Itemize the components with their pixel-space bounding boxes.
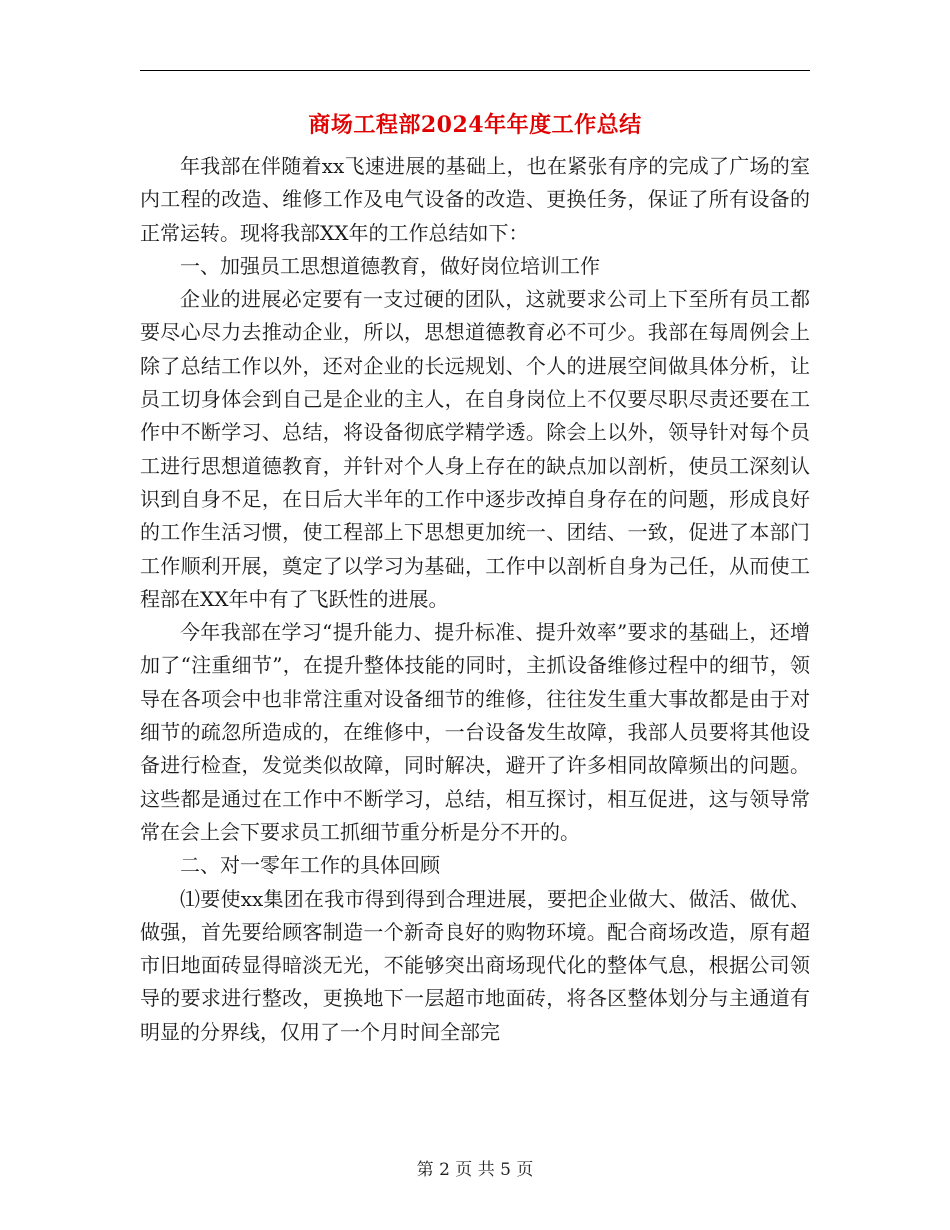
document-title: 商场工程部2024年年度工作总结 xyxy=(308,112,642,138)
page-number: 第 2 页 共 5 页 xyxy=(416,1160,534,1180)
paragraph-intro: 年我部在伴随着xx飞速进展的基础上，也在紧张有序的完成了广场的室内工程的改造、维修工作及电气设备的改造、更换任务，保证了所有设备的正常运转。现将我部XX年的工作总结如下： xyxy=(140,154,810,245)
header-rule xyxy=(140,70,810,71)
paragraph-staff-education: 企业的进展必定要有一支过硬的团队，这就要求公司上下至所有员工都要尽心尽力去推动企业，所以，思想道德教育必不可少。我部在每周例会上除了总结工作以外，还对企业的长远规划、个人的进展空间做具体分析，让员工切身体会到自己是企业的主人，在自身岗位上不仅要尽职尽责还要在工作中不断学习、总结，将设备彻底学精学透。除会上以外，领导针对每个员工进行思想道德教育，并针对个人身上存在的缺点加以剖析，使员工深刻认识到自身不足，在日后大半年的工作中逐步改掉自身存在的问题，形成良好的工作生活习惯，使工程部上下思想更加统一、团结、一致，促进了本部门工作顺利开展，奠定了以学习为基础，工作中以剖析自身为己任，从而使工程部在XX年中有了飞跃性的进展。 xyxy=(140,287,810,611)
document-body xyxy=(140,150,810,1049)
paragraph-item-1: ⑴要使xx集团在我市得到得到合理进展，要把企业做大、做活、做优、做强，首先要给顾客制造一个新奇良好的购物环境。配合商场改造，原有超市旧地面砖显得暗淡无光，不能够突出商场现代化的整体气息，根据公司领导的要求进行整改，更换地下一层超市地面砖，将各区整体划分与主通道有明显的分界线，仅用了一个月时间全部完 xyxy=(140,886,810,1044)
section-heading-2: 二、对一零年工作的具体回顾 xyxy=(180,853,440,878)
paragraph-attention-to-detail: 今年我部在学习“提升能力、提升标准、提升效率”要求的基础上，还增加了“注重细节”，在提升整体技能的同时，主抓设备维修过程中的细节，领导在各项会中也非常注重对设备细节的维修，往往发生重大事故都是由于对细节的疏忽所造成的，在维修中，一台设备发生故障，我部人员要将其他设备进行检查，发觉类似故障，同时解决，避开了许多相同故障频出的问题。这些都是通过在工作中不断学习，总结，相互探讨，相互促进，这与领导常常在会上会下要求员工抓细节重分析是分不开的。 xyxy=(140,620,810,844)
section-heading-1: 一、加强员工思想道德教育，做好岗位培训工作 xyxy=(180,253,600,278)
